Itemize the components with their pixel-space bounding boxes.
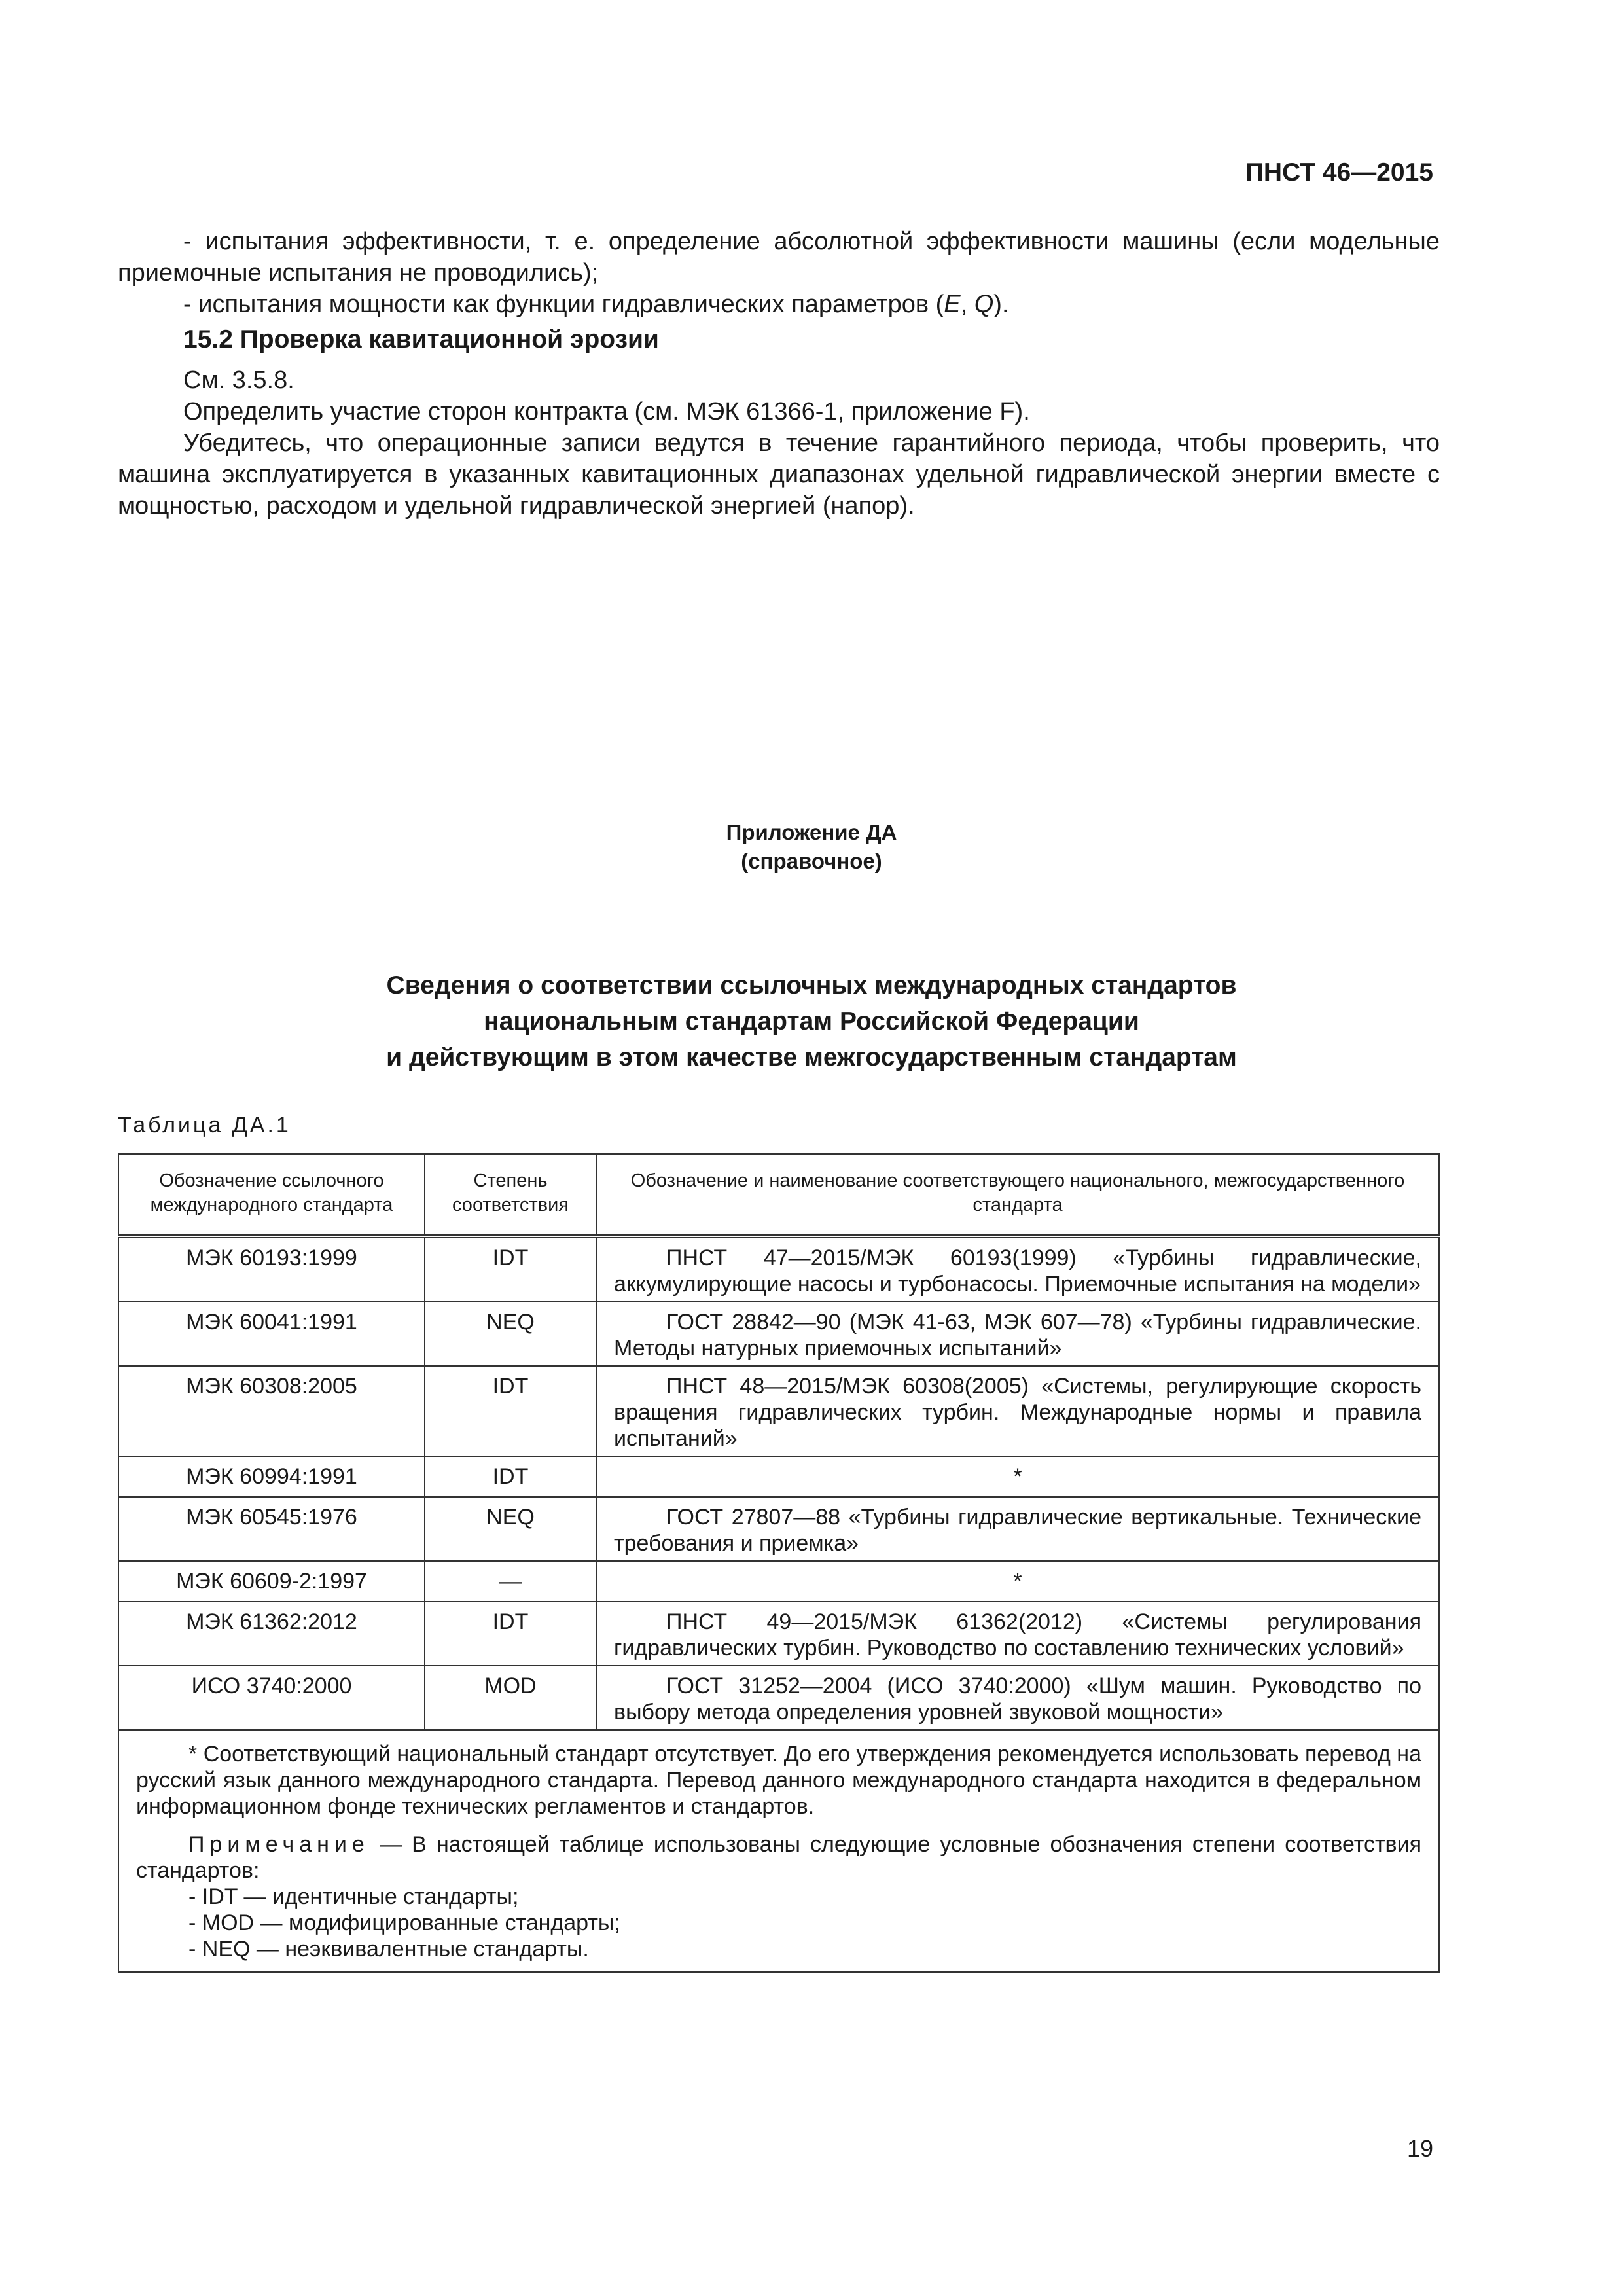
intro-item-1: - испытания эффективности, т. е. определение абсолютной эффективности машины (если модельные приемочные испытания не проводились); (118, 228, 1440, 287)
cell-national: * (596, 1456, 1439, 1497)
table-notes (118, 1730, 1439, 1972)
cell-national-text: ГОСТ 27807—88 «Турбины гидравлические вертикальные. Технические требования и приемка» (614, 1505, 1421, 1556)
cell-reference: МЭК 60041:1991 (118, 1302, 425, 1366)
cell-national-text: ПНСТ 47—2015/МЭК 60193(1999) «Турбины гидравлические, аккумулирующие насосы и турбонасосы. Приемочные испытания на модели» (614, 1246, 1421, 1297)
cell-national: * (596, 1561, 1439, 1602)
table-row (118, 1561, 1439, 1602)
header-national-standard: Обозначение и наименование соответствующего национального, межгосударственного стандарта (596, 1154, 1439, 1236)
table-caption: Таблица ДА.1 (118, 1113, 291, 1138)
cell-national (596, 1236, 1439, 1302)
appendix-heading (0, 967, 1623, 1075)
symbol-e: E (944, 291, 961, 318)
symbol-separator: , (960, 291, 974, 318)
table-notes-row (118, 1730, 1439, 1972)
note-label: Примечание (188, 1832, 370, 1857)
note-text: — В настоящей таблице использованы следующие условные обозначения степени соответствия стандартов: (136, 1832, 1421, 1883)
header-reference-standard: Обозначение ссылочного международного стандарта (118, 1154, 425, 1236)
table-row (118, 1236, 1439, 1302)
table-row (118, 1366, 1439, 1456)
table-footnote: * Соответствующий национальный стандарт отсутствует. До его утверждения рекомендуется использовать перевод на русский язык данного международного стандарта. Перевод данного международного стандарта находится в федеральном информационном фонде технических регламентов и стандартов. (136, 1742, 1421, 1819)
table-note (136, 1831, 1421, 1884)
appendix-heading-line-2: национальным стандартам Российской Федерации (484, 1007, 1139, 1035)
cell-degree: IDT (425, 1236, 596, 1302)
cell-reference: МЭК 60308:2005 (118, 1366, 425, 1456)
section-paragraph-3: Убедитесь, что операционные записи ведутся в течение гарантийного периода, чтобы проверить, что машина эксплуатируется в указанных кавитационных диапазонах удельной гидравлической энергии вместе с мощностью, расходом и удельной гидравлической энергией (напор). (118, 429, 1440, 520)
cell-national (596, 1666, 1439, 1730)
table-row (118, 1302, 1439, 1366)
table-row (118, 1456, 1439, 1497)
cell-reference: МЭК 60994:1991 (118, 1456, 425, 1497)
appendix-heading-line-3: и действующим в этом качестве межгосударственным стандартам (386, 1043, 1237, 1071)
section-heading: 15.2 Проверка кавитационной эрозии (183, 325, 659, 353)
note-item-neq: - NEQ — неэквивалентные стандарты. (188, 1937, 589, 1962)
page-number: 19 (1406, 2135, 1433, 2162)
appendix-subtitle: (справочное) (741, 849, 882, 873)
note-item-mod: - MOD — модифицированные стандарты; (188, 1910, 620, 1935)
appendix-title-line: Приложение ДА (726, 820, 897, 844)
table-row (118, 1602, 1439, 1666)
section-paragraph-1: См. 3.5.8. (183, 367, 294, 394)
table-row (118, 1497, 1439, 1561)
section-paragraph-2: Определить участие сторон контракта (см. МЭК 61366-1, приложение F). (183, 398, 1030, 425)
cell-reference: ИСО 3740:2000 (118, 1666, 425, 1730)
cell-national (596, 1602, 1439, 1666)
cell-degree: IDT (425, 1366, 596, 1456)
cell-reference: МЭК 60193:1999 (118, 1236, 425, 1302)
cell-national (596, 1497, 1439, 1561)
cell-national-text: ПНСТ 48—2015/МЭК 60308(2005) «Системы, регулирующие скорость вращения гидравлических турбин. Международные нормы и правила испытаний» (614, 1374, 1421, 1451)
correspondence-table (118, 1153, 1440, 1973)
header-degree: Степень соответствия (425, 1154, 596, 1236)
cell-national-text: ГОСТ 28842—90 (МЭК 41-63, МЭК 607—78) «Турбины гидравлические. Методы натурных приемочных испытаний» (614, 1310, 1421, 1361)
cell-degree: IDT (425, 1602, 596, 1666)
cell-national (596, 1366, 1439, 1456)
cell-reference: МЭК 60609-2:1997 (118, 1561, 425, 1602)
cell-national (596, 1302, 1439, 1366)
cell-degree: MOD (425, 1666, 596, 1730)
intro-item-2 (118, 289, 1440, 320)
table-row (118, 1666, 1439, 1730)
cell-degree: NEQ (425, 1497, 596, 1561)
cell-national-text: ГОСТ 31252—2004 (ИСО 3740:2000) «Шум машин. Руководство по выбору метода определения уровней звуковой мощности» (614, 1674, 1421, 1725)
note-item-idt: - IDT — идентичные стандарты; (188, 1884, 519, 1909)
appendix-title (0, 818, 1623, 876)
cell-degree: NEQ (425, 1302, 596, 1366)
symbol-q: Q (974, 291, 994, 318)
table-header-row (118, 1154, 1439, 1236)
appendix-heading-line-1: Сведения о соответствии ссылочных международных стандартов (386, 971, 1237, 999)
cell-degree: — (425, 1561, 596, 1602)
intro-text (118, 226, 1440, 522)
cell-reference: МЭК 60545:1976 (118, 1497, 425, 1561)
cell-degree: IDT (425, 1456, 596, 1497)
intro-item-2-end: ). (993, 291, 1009, 318)
cell-national-text: ПНСТ 49—2015/МЭК 61362(2012) «Системы регулирования гидравлических турбин. Руководство по составлению технических условий» (614, 1609, 1421, 1660)
intro-item-2-text: - испытания мощности как функции гидравлических параметров ( (183, 291, 944, 318)
cell-reference: МЭК 61362:2012 (118, 1602, 425, 1666)
document-code: ПНСТ 46—2015 (1245, 158, 1433, 187)
